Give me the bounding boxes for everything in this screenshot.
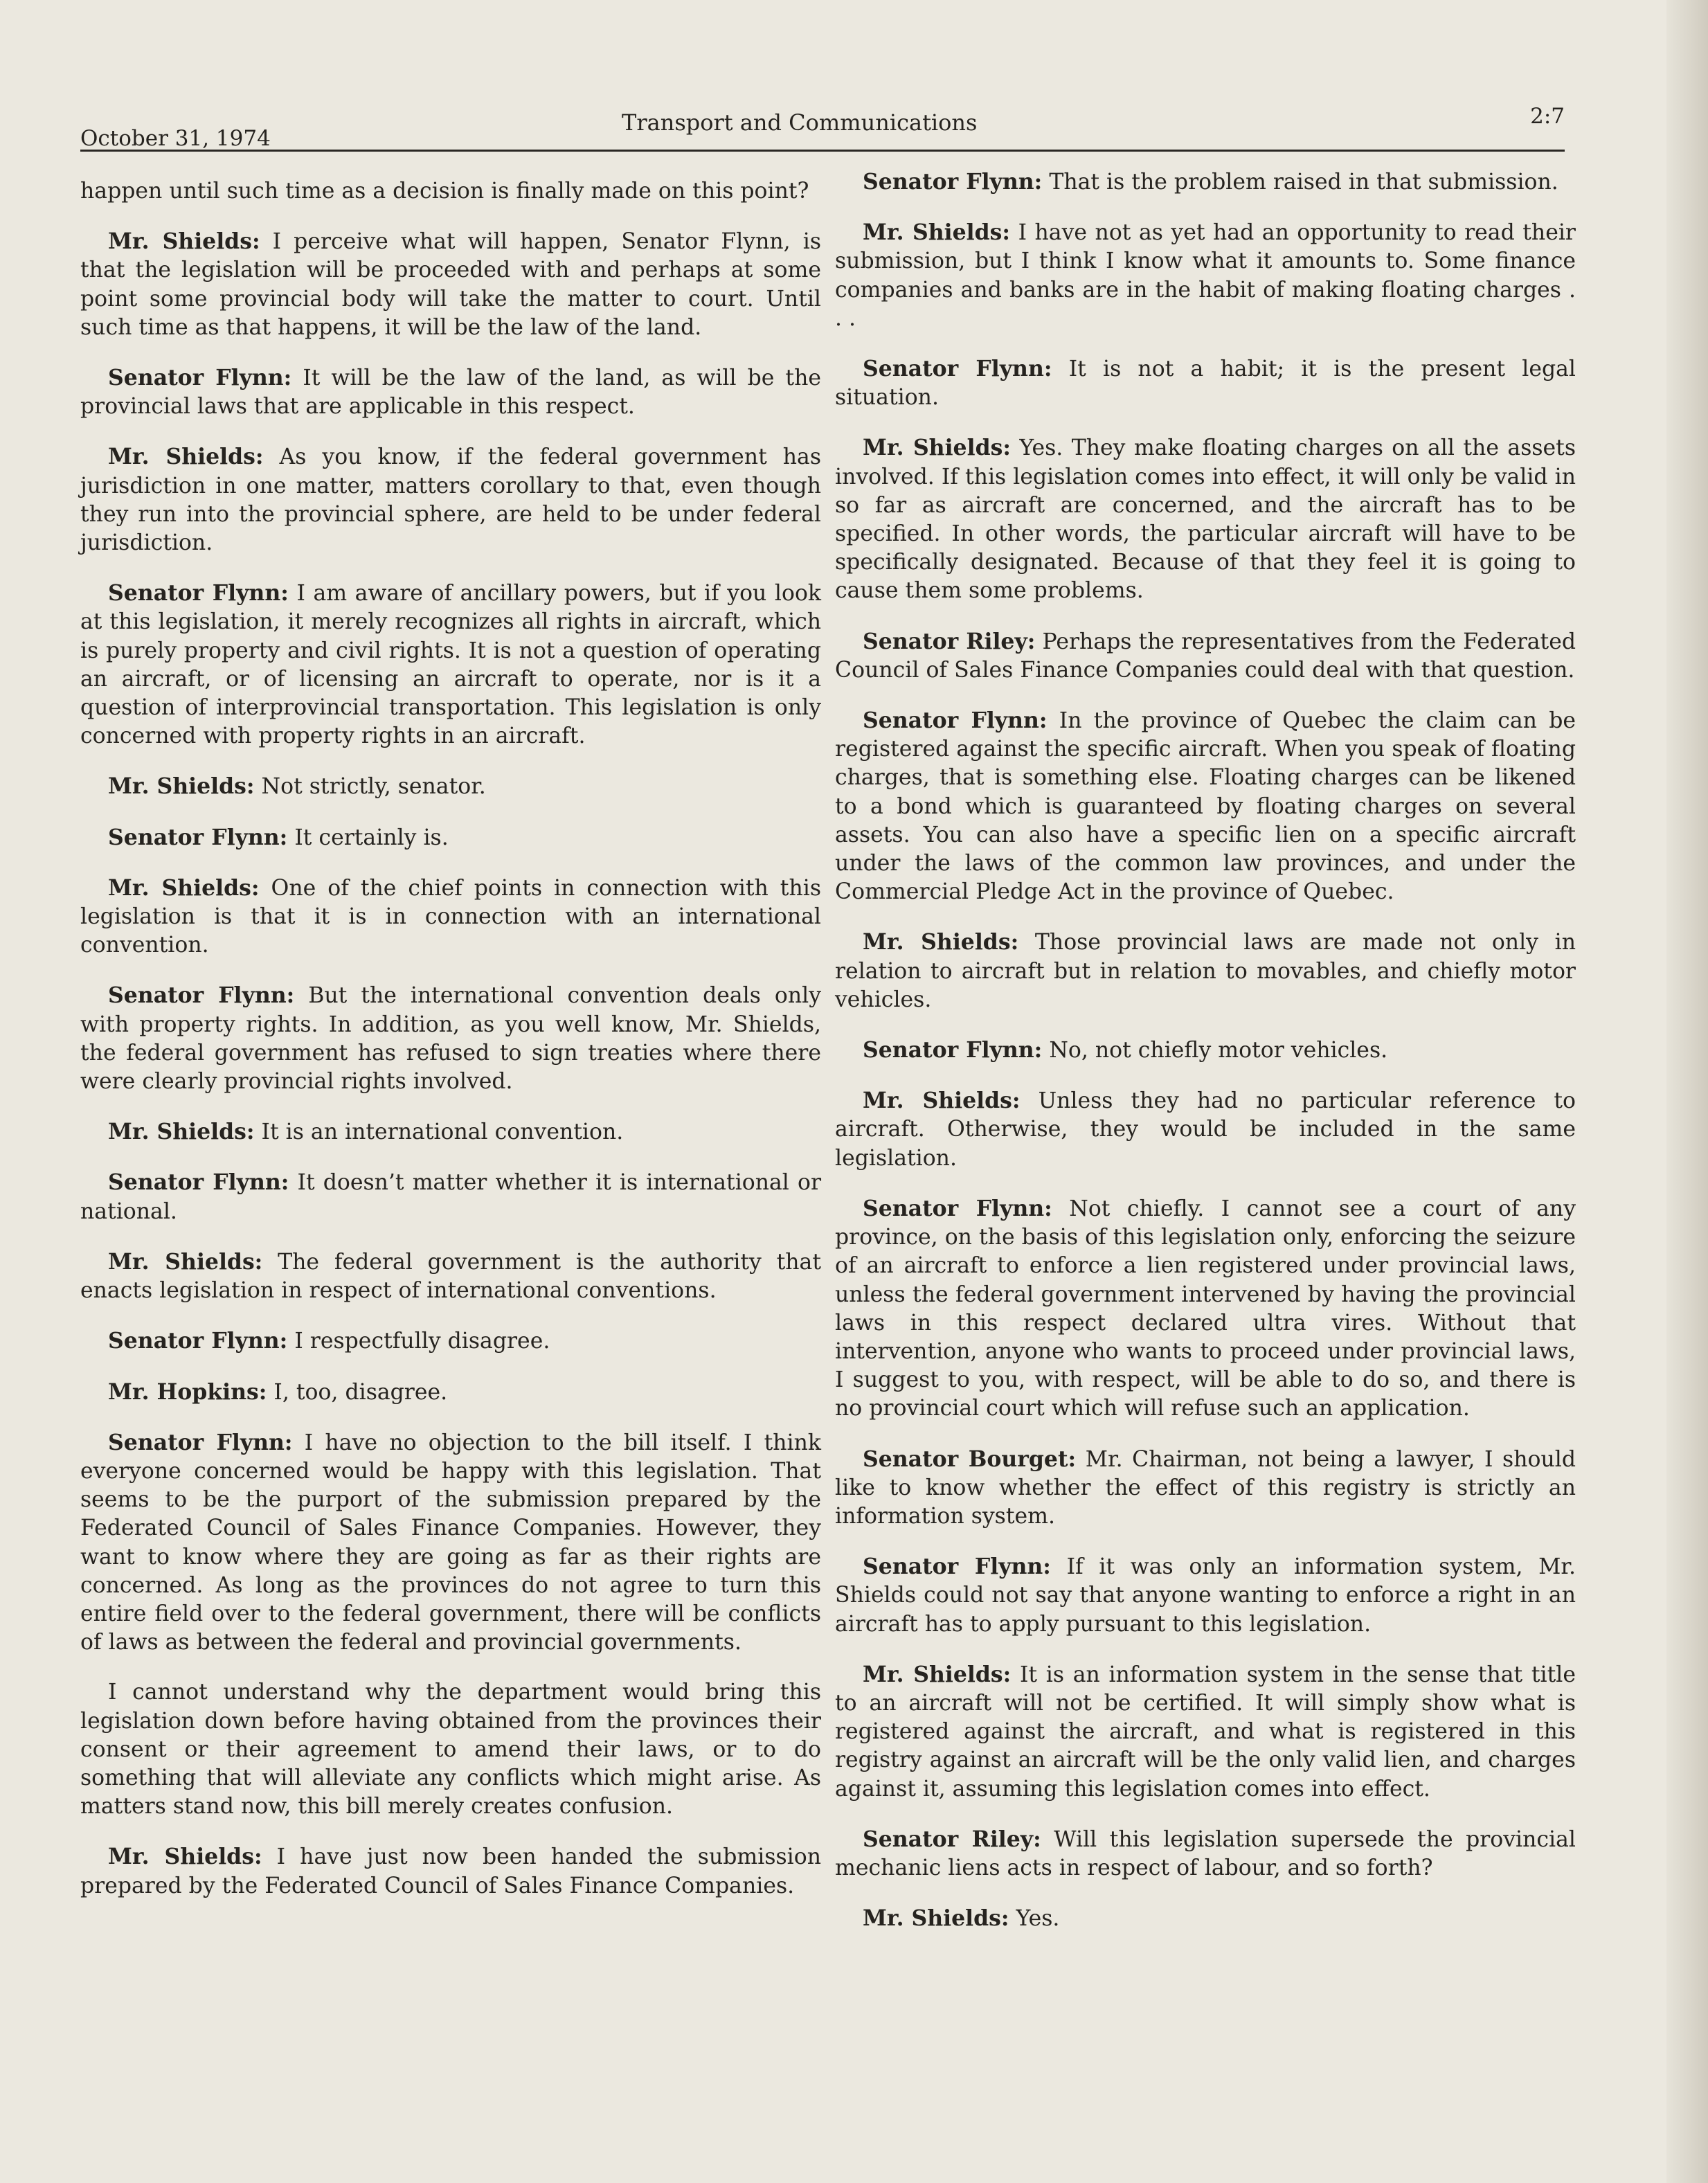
speaker-name: Senator Flynn: xyxy=(863,1195,1052,1221)
speaker-name: Senator Bourget: xyxy=(863,1446,1077,1472)
transcript-paragraph xyxy=(80,1678,821,1821)
transcript-paragraph xyxy=(80,177,821,206)
speaker-name: Mr. Shields: xyxy=(863,929,1019,955)
speaker-name: Senator Flynn: xyxy=(108,982,295,1009)
speech-text: One of the chief points in connection with this legislation is that it is in connection with an international convention. xyxy=(80,875,821,958)
speech-text: Will this legislation supersede the provincial mechanic liens acts in respect of labour, and so forth? xyxy=(835,1826,1576,1880)
transcript-paragraph xyxy=(80,1248,821,1305)
speech-text: Yes. xyxy=(1016,1906,1060,1932)
speech-text: It doesn’t matter whether it is international or national. xyxy=(80,1170,822,1224)
transcript-paragraph xyxy=(835,1552,1576,1639)
speech-text: I have just now been handed the submission prepared by the Federated Council of Sales Finance Companies. xyxy=(80,1844,822,1898)
speaker-name: Mr. Hopkins: xyxy=(108,1378,267,1405)
transcript-paragraph xyxy=(835,168,1576,197)
transcript-paragraph xyxy=(835,1904,1576,1933)
speech-text: I cannot understand why the department would bring this legislation down before having obtained from the provinces their consent or their agreement to amend their laws, or to do something that will alleviate any conflicts which might arise. As matters stand now, this bill merely creates confusion. xyxy=(80,1680,821,1820)
speech-text: The federal government is the authority that enacts legislation in respect of international conventions. xyxy=(80,1249,821,1304)
speaker-name: Senator Flynn: xyxy=(863,169,1043,195)
speaker-name: Mr. Shields: xyxy=(108,1844,262,1870)
speech-text: Those provincial laws are made not only in relation to aircraft but in relation to movables, and chiefly motor vehicles. xyxy=(835,930,1576,1012)
transcript-paragraph xyxy=(80,1117,821,1147)
speech-text: I am aware of ancillary powers, but if you look at this legislation, it merely recognizes all rights in aircraft, which is purely property and civil rights. It is not a question of operating an aircraft, or of licensing an aircraft to operate, nor is it a question of interprovincial transportation. This legislation is only concerned with property rights in an aircraft. xyxy=(80,581,822,749)
transcript-paragraph xyxy=(835,706,1576,906)
speaker-name: Mr. Shields: xyxy=(108,444,264,470)
transcript-paragraph xyxy=(835,354,1576,412)
transcript-paragraph xyxy=(80,772,821,801)
speech-text: That is the problem raised in that submission. xyxy=(1049,170,1558,195)
page-edge-shadow xyxy=(1666,0,1708,2183)
speech-text: If it was only an information system, Mr. Shields could not say that anyone wanting to enforce a right in an aircraft has to apply pursuant to this legislation. xyxy=(835,1554,1576,1637)
transcript-paragraph xyxy=(835,1660,1576,1804)
transcript-paragraph xyxy=(80,1327,821,1356)
speaker-name: Senator Flynn: xyxy=(108,1429,293,1455)
transcript-paragraph xyxy=(80,227,821,342)
speaker-name: Senator Flynn: xyxy=(108,824,288,850)
transcript-paragraph xyxy=(835,1036,1576,1065)
transcript-paragraph xyxy=(80,442,821,557)
transcript-paragraph xyxy=(80,363,821,421)
speech-text: As you know, if the federal government has jurisdiction in one matter, matters corollary to that, even though they run into the provincial sphere, are held to be under federal jurisdiction. xyxy=(80,444,821,556)
speech-text: Not chiefly. I cannot see a court of any province, on the basis of this legislation only, enforcing the seizure of an aircraft to enforce a lien registered under provincial laws, unless the federal government intervened by having the provincial laws in this respect declared ultra vires. Without that intervention, anyone who wants to proceed under provincial laws, I suggest to you, with respect, will be able to do so, and there is no provincial court which will refuse such an application. xyxy=(835,1196,1576,1421)
transcript-paragraph xyxy=(80,874,821,960)
speech-text: Perhaps the representatives from the Federated Council of Sales Finance Companies could deal with that question. xyxy=(835,629,1576,683)
speech-text: I have not as yet had an opportunity to read their submission, but I think I know what it amounts to. Some finance companies and banks are in the habit of making floating charges . . . xyxy=(835,220,1576,331)
speech-text: But the international convention deals only with property rights. In addition, as you well know, Mr. Shields, the federal government has refused to sign treaties where there were clearly provincial rights involved. xyxy=(80,983,821,1095)
speaker-name: Mr. Shields: xyxy=(863,435,1011,461)
speech-text: Not strictly, senator. xyxy=(261,774,486,800)
transcript-paragraph xyxy=(80,1378,821,1407)
header-page-number: 2:7 xyxy=(1530,104,1565,129)
transcript-paragraph xyxy=(80,1168,821,1225)
speaker-name: Senator Flynn: xyxy=(108,1328,288,1354)
speech-text: It is an information system in the sense that title to an aircraft will not be certified. It will simply show what is registered against the aircraft, and what is registered in this registry against an aircraft will be the only valid lien, and charges against it, assuming this legislation comes into effect. xyxy=(835,1662,1576,1802)
speaker-name: Senator Flynn: xyxy=(863,356,1052,382)
speaker-name: Senator Flynn: xyxy=(108,1169,289,1196)
speaker-name: Senator Flynn: xyxy=(863,1037,1043,1063)
transcript-paragraph xyxy=(835,1194,1576,1423)
speaker-name: Mr. Shields: xyxy=(863,219,1011,246)
speaker-name: Mr. Shields: xyxy=(108,874,260,901)
page-header xyxy=(80,104,1565,155)
speaker-name: Mr. Shields: xyxy=(863,1088,1021,1114)
header-rule xyxy=(80,150,1565,152)
speaker-name: Mr. Shields: xyxy=(108,1248,263,1275)
transcript-paragraph xyxy=(80,1428,821,1658)
speech-text: It is not a habit; it is the present legal situation. xyxy=(835,357,1576,411)
speech-text: In the province of Quebec the claim can be registered against the specific aircraft. When you speak of floating charges, that is something else. Floating charges can be likened to a bond which is guaranteed by floating charges on several assets. You can also have a specific lien on a specific aircraft under the laws of the common law provinces, and under the Commercial Pledge Act in the province of Quebec. xyxy=(835,708,1576,905)
transcript-paragraph xyxy=(835,1086,1576,1173)
speaker-name: Mr. Shields: xyxy=(863,1905,1009,1932)
left-column xyxy=(80,177,821,1922)
speaker-name: Senator Riley: xyxy=(863,628,1036,654)
speaker-name: Senator Flynn: xyxy=(863,1554,1051,1580)
speech-text: It is an international convention. xyxy=(261,1120,624,1145)
transcript-paragraph xyxy=(80,823,821,852)
transcript-paragraph xyxy=(835,218,1576,333)
transcript-paragraph xyxy=(835,1825,1576,1883)
speaker-name: Mr. Shields: xyxy=(108,228,260,255)
speaker-name: Senator Flynn: xyxy=(863,708,1048,734)
speech-text: Unless they had no particular reference to aircraft. Otherwise, they would be included in the same legislation. xyxy=(835,1088,1576,1171)
speech-text: happen until such time as a decision is finally made on this point? xyxy=(80,179,809,204)
speaker-name: Mr. Shields: xyxy=(108,1119,255,1145)
speech-text: I have no objection to the bill itself. I think everyone concerned would be happy with this legislation. That seems to be the purport of the submission prepared by the Federated Council of Sales Finance Companies. However, they want to know where they are going as far as their rights are concerned. As long as the provinces do not agree to turn this entire field over to the federal government, there will be conflicts of laws as between the federal and provincial governments. xyxy=(80,1430,821,1655)
speaker-name: Mr. Shields: xyxy=(108,773,255,800)
speaker-name: Senator Flynn: xyxy=(108,365,292,391)
transcript-paragraph xyxy=(835,627,1576,685)
speaker-name: Senator Riley: xyxy=(863,1826,1041,1852)
transcript-paragraph xyxy=(835,433,1576,605)
speech-text: Mr. Chairman, not being a lawyer, I should like to know whether the effect of this registry is strictly an information system. xyxy=(835,1446,1576,1529)
header-date: October 31, 1974 xyxy=(80,126,271,151)
transcript-paragraph xyxy=(80,579,821,751)
transcript-paragraph xyxy=(80,981,821,1096)
speech-text: I, too, disagree. xyxy=(273,1379,448,1405)
speech-text: Yes. They make floating charges on all the assets involved. If this legislation comes into effect, it will only be valid in so far as aircraft are concerned, and the aircraft has to be specified. In other words, the particular aircraft will have to be specifically designated. Because of that they feel it is going to cause them some problems. xyxy=(835,435,1576,604)
right-column xyxy=(835,168,1576,1955)
transcript-paragraph xyxy=(80,1842,821,1900)
speaker-name: Mr. Shields: xyxy=(863,1661,1012,1687)
speech-text: I perceive what will happen, Senator Flynn, is that the legislation will be proceeded with and perhaps at some point some provincial body will take the matter to court. Until such time as that happens, it will be the law of the land. xyxy=(80,229,821,340)
speech-text: I respectfully disagree. xyxy=(294,1329,550,1354)
header-title: Transport and Communications xyxy=(622,109,978,136)
speech-text: It certainly is. xyxy=(294,825,449,850)
transcript-paragraph xyxy=(835,1445,1576,1531)
transcript-paragraph xyxy=(835,928,1576,1014)
speaker-name: Senator Flynn: xyxy=(108,580,289,607)
speech-text: It will be the law of the land, as will be the provincial laws that are applicable in this respect. xyxy=(80,366,821,420)
speech-text: No, not chiefly motor vehicles. xyxy=(1049,1038,1388,1063)
